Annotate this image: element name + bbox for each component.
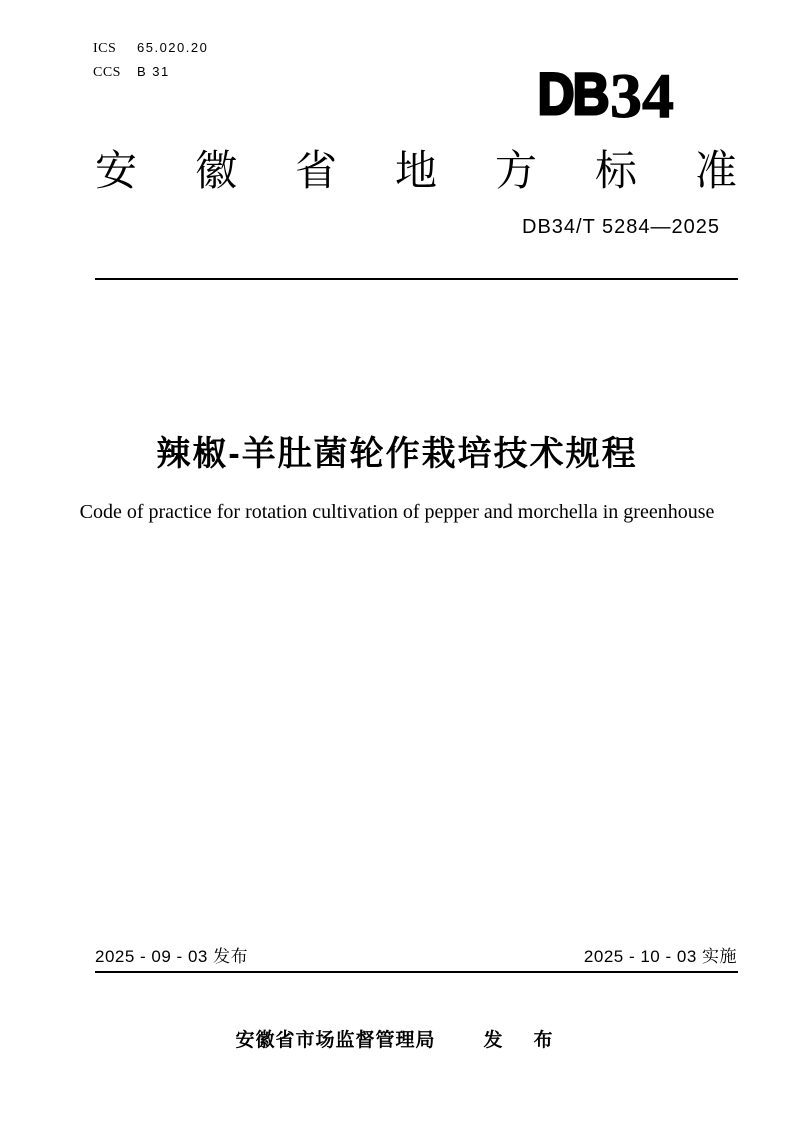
dates-row: [95, 942, 737, 967]
db34-logo-number: 34: [610, 60, 674, 131]
document-title-zh: 辣椒-羊肚菌轮作栽培技术规程: [156, 435, 638, 473]
ccs-label: CCS: [93, 65, 121, 80]
publish-action: 发 布: [483, 1030, 559, 1051]
publisher-name: 安徽省市场监督管理局: [235, 1030, 436, 1051]
issue-date: 2025 - 09 - 03 发布: [95, 947, 249, 966]
footer-divider: [95, 971, 738, 973]
ics-label: ICS: [93, 41, 117, 56]
ics-value: 65.020.20: [137, 40, 209, 55]
db34-logo-db: DB: [537, 62, 608, 127]
classification-block: [93, 36, 208, 84]
ccs-row: [93, 60, 208, 84]
standard-number: DB34/T 5284—2025: [522, 216, 720, 238]
publisher-row: [0, 1025, 794, 1052]
db34-logo: [528, 60, 674, 131]
ics-row: [93, 36, 208, 60]
implement-date: 2025 - 10 - 03 实施: [583, 947, 737, 966]
standard-type-title: 安徽省地方标准: [95, 147, 737, 194]
header-divider: [95, 278, 738, 280]
ccs-value: B 31: [137, 64, 170, 79]
document-title-en: Code of practice for rotation cultivation of pepper and morchella in greenhouse: [79, 501, 715, 523]
